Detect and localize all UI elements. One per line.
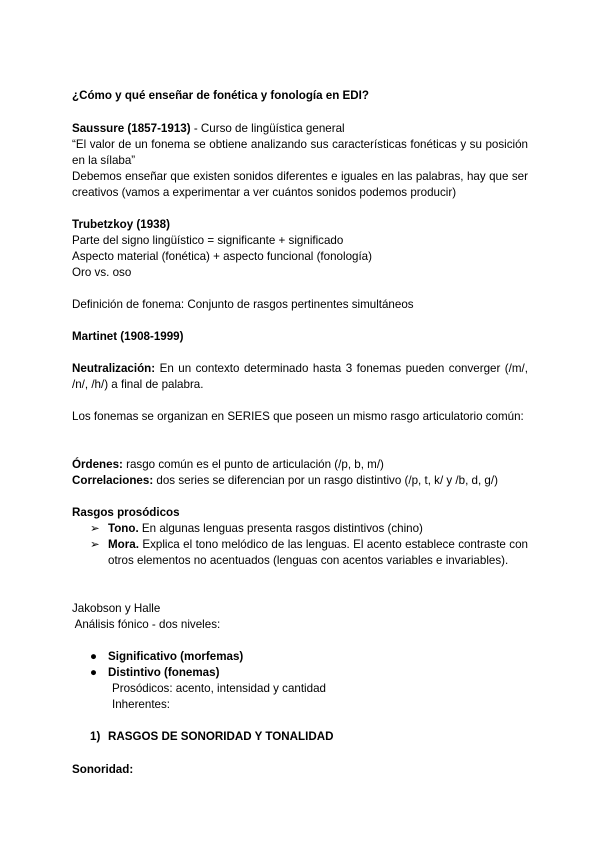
list-item: Significativo (morfemas) (108, 650, 244, 663)
ordenes-line: Órdenes: rasgo común es el punto de articulación (/p, b, m/) (72, 458, 384, 471)
prosodicos-heading: Rasgos prosódicos (72, 506, 180, 519)
saussure-quote: “El valor de un fonema se obtiene analizando sus características fonéticas y su posición en la sílaba” (72, 138, 528, 167)
martinet-heading: Martinet (1908-1999) (72, 330, 184, 343)
trubetzkoy-line-2: Aspecto material (fonética) + aspecto funcional (fonología) (72, 250, 372, 263)
jakobson-line-1: Jakobson y Halle (72, 602, 161, 615)
trubetzkoy-heading: Trubetzkoy (1938) (72, 218, 170, 231)
series-paragraph: Los fonemas se organizan en SERIES que poseen un mismo rasgo articulatorio común: (72, 410, 524, 423)
section-number: 1) (90, 730, 101, 743)
arrow-bullet-icon: ➢ (90, 538, 100, 551)
section-title: RASGOS DE SONORIDAD Y TONALIDAD (108, 730, 334, 743)
page-title: ¿Cómo y qué enseñar de fonética y fonología en EDI? (72, 89, 369, 102)
neutralizacion-paragraph: Neutralización: En un contexto determinado hasta 3 fonemas pueden converger (/m/, /n/, /h/) a final de palabra. (72, 362, 528, 391)
arrow-bullet-icon: ➢ (90, 522, 100, 535)
saussure-heading: Saussure (1857-1913) - Curso de lingüística general (72, 122, 345, 135)
trubetzkoy-line-1: Parte del signo lingüístico = significante + significado (72, 234, 344, 247)
bullet-icon: ● (90, 666, 98, 679)
sonoridad-heading: Sonoridad: (72, 763, 134, 776)
correlaciones-line: Correlaciones: dos series se diferencian por un rasgo distintivo (/p, t, k/ y /b, d, g/) (72, 474, 498, 487)
jakobson-line-2: Análisis fónico - dos niveles: (72, 618, 221, 631)
list-item: Mora. Explica el tono melódico de las lenguas. El acento establece contraste con otros elementos no acentuados (lenguas con acentos variables e invariables). (108, 538, 528, 567)
jakobson-sub-1: Prosódicos: acento, intensidad y cantidad (112, 682, 326, 695)
list-item: Tono. En algunas lenguas presenta rasgos distintivos (chino) (108, 522, 423, 535)
fonema-definition: Definición de fonema: Conjunto de rasgos pertinentes simultáneos (72, 298, 414, 311)
bullet-icon: ● (90, 650, 98, 663)
jakobson-sub-2: Inherentes: (112, 698, 171, 711)
saussure-note: Debemos enseñar que existen sonidos diferentes e iguales en las palabras, hay que ser creativos (vamos a experimentar a ver cuántos sonidos podemos producir) (72, 170, 528, 199)
trubetzkoy-line-3: Oro vs. oso (72, 266, 132, 279)
list-item: Distintivo (fonemas) (108, 666, 220, 679)
